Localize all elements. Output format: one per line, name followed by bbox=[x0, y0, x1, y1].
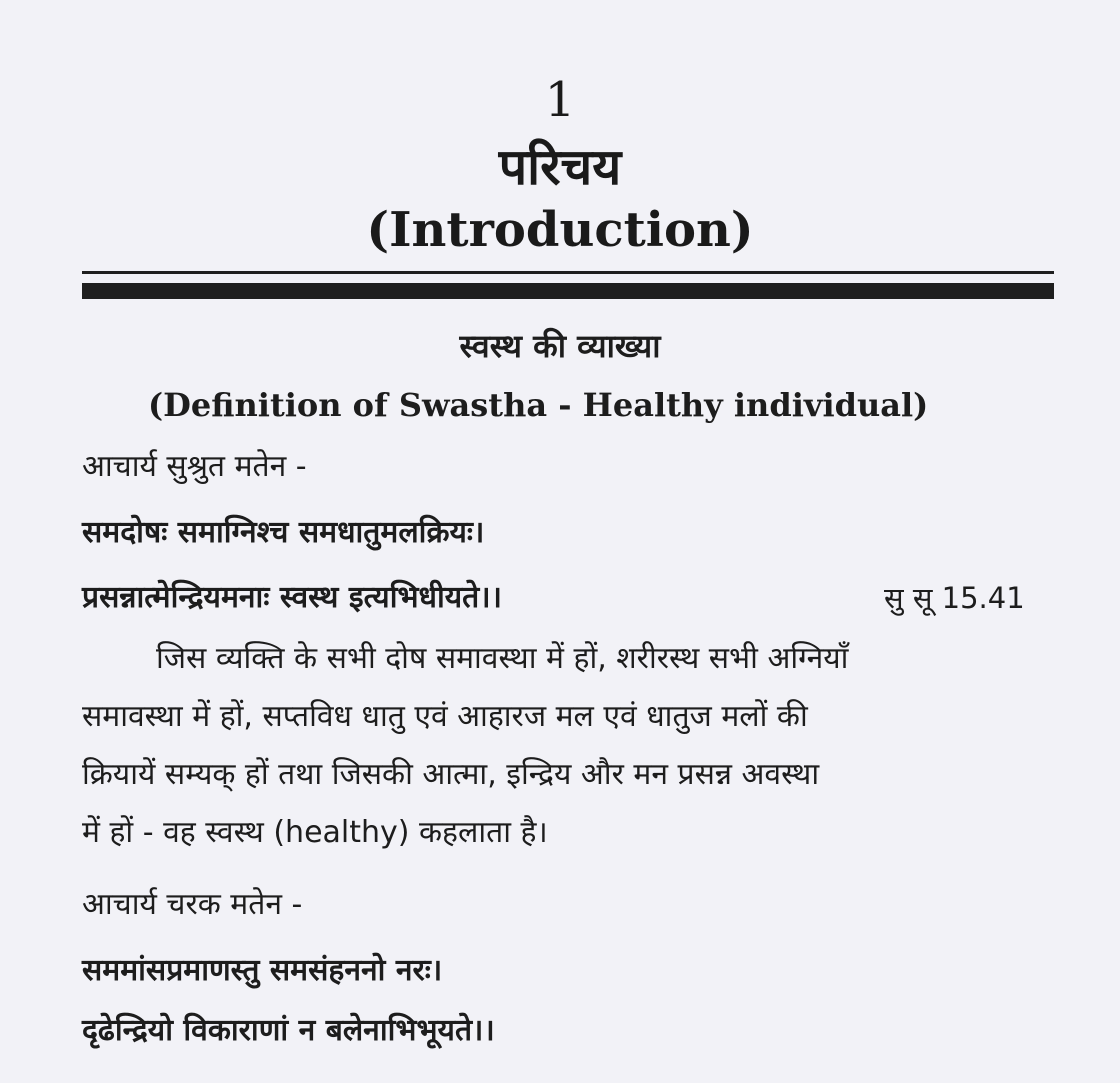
sushruta-verse-line-1: समदोषः समाग्निश्च समधातुमलक्रियः। bbox=[82, 515, 485, 550]
charaka-verse-line-2: दृढेन्द्रियो विकाराणां न बलेनाभिभूयते।। bbox=[82, 1013, 495, 1048]
chapter-title-english: (Introduction) bbox=[366, 202, 754, 258]
explanation-line-4: में हों - वह स्वस्थ (healthy) कहलाता है। bbox=[82, 815, 548, 850]
explanation-line-3: क्रियायें सम्यक् हों तथा जिसकी आत्मा, इन्द्रिय और मन प्रसन्न अवस्था bbox=[82, 757, 820, 792]
charaka-verse-line-1: सममांसप्रमाणस्तु समसंहननो नरः। bbox=[82, 953, 443, 988]
chapter-number: 1 bbox=[544, 72, 576, 128]
divider-thin bbox=[82, 271, 1054, 274]
sushruta-heading: आचार्य सुश्रुत मतेन - bbox=[82, 449, 307, 484]
explanation-line-1: जिस व्यक्ति के सभी दोष समावस्था में हों, शरीरस्थ सभी अग्नियाँ bbox=[156, 641, 849, 676]
explanation-line-2: समावस्था में हों, सप्तविध धातु एवं आहारज मल एवं धातुज मलों की bbox=[82, 699, 808, 734]
section-title-english: (Definition of Swastha - Healthy individual) bbox=[148, 386, 929, 424]
chapter-title-hindi: परिचय bbox=[498, 138, 622, 196]
sushruta-verse-line-2: प्रसन्नात्मेन्द्रियमनाः स्वस्थ इत्यभिधीयते।। bbox=[82, 580, 503, 615]
charaka-heading: आचार्य चरक मतेन - bbox=[82, 887, 303, 922]
sushruta-reference: सु सू 15.41 bbox=[884, 581, 1025, 615]
divider-thick bbox=[82, 283, 1054, 299]
section-title-hindi: स्वस्थ की व्याख्या bbox=[459, 327, 661, 365]
